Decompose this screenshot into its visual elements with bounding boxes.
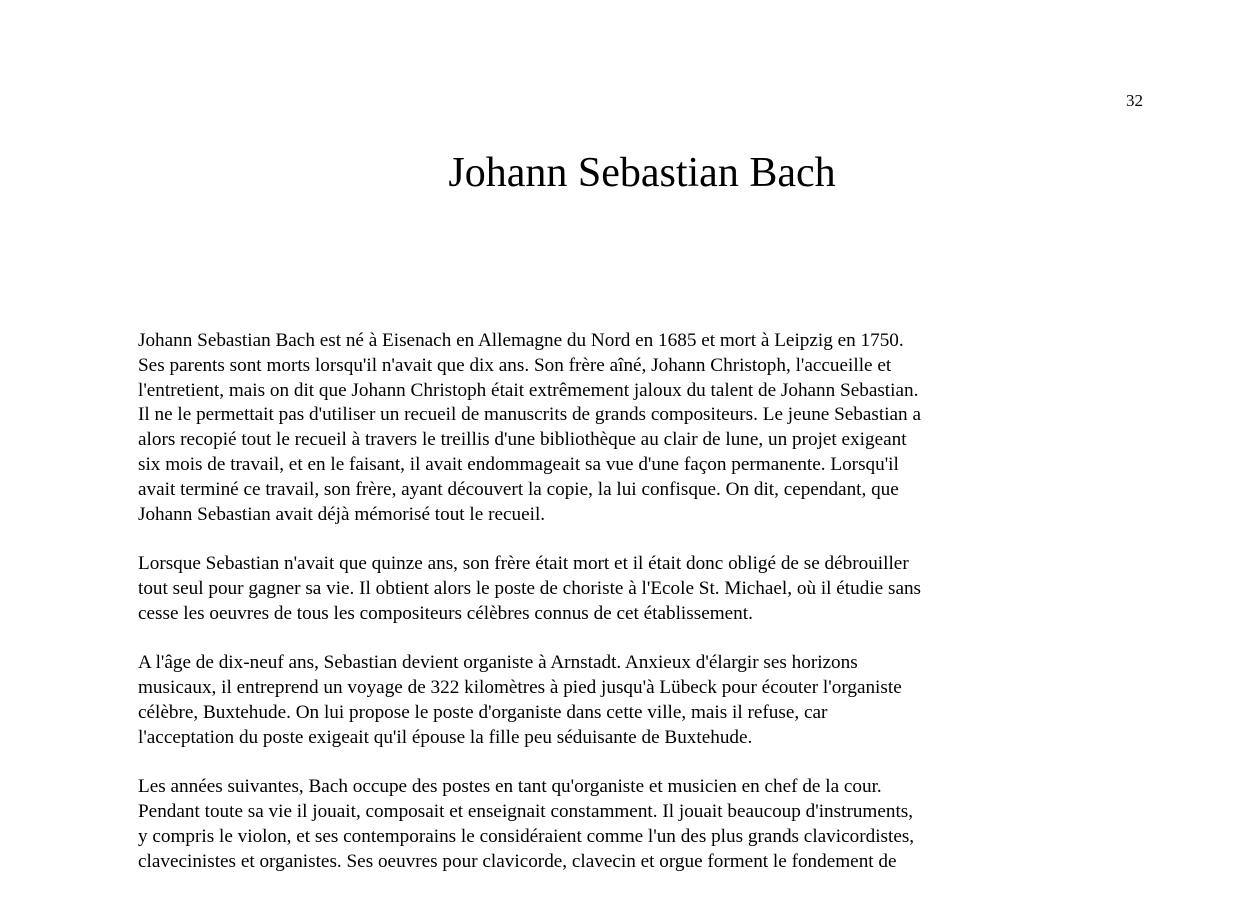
text-line: Ses parents sont morts lorsqu'il n'avait que dix ans. Son frère aîné, Johann Christoph, l'accueille et xyxy=(138,354,892,376)
paragraph-youth xyxy=(138,552,1018,626)
text-line: alors recopié tout le recueil à travers le treillis d'une bibliothèque au clair de lune, un projet exigeant xyxy=(138,429,907,451)
text-line: y compris le violon, et ses contemporains le considéraient comme l'un des plus grands clavicordistes, xyxy=(138,825,915,847)
text-line: Lorsque Sebastian n'avait que quinze ans, son frère était mort et il était donc obligé de se débrouiller xyxy=(138,553,909,575)
text-line: Johann Sebastian Bach est né à Eisenach en Allemagne du Nord en 1685 et mort à Leipzig en 1750. xyxy=(138,330,904,351)
body-text xyxy=(138,329,1018,899)
text-line: clavecinistes et organistes. Ses oeuvres pour clavicorde, clavecin et orgue forment le fondement de xyxy=(138,850,897,872)
text-line: Les années suivantes, Bach occupe des postes en tant qu'organiste et musicien en chef de la cour. xyxy=(138,776,882,798)
page-number: 32 xyxy=(1126,91,1143,110)
paragraph-arnstadt xyxy=(138,651,1018,750)
text-line: six mois de travail, et en le faisant, il avait endommageait sa vue d'une façon permanente. Lorsqu'il xyxy=(138,453,899,475)
text-line: l'entretient, mais on dit que Johann Christoph était extrêmement jaloux du talent de Johann Sebastian. xyxy=(138,379,919,401)
text-line: avait terminé ce travail, son frère, ayant découvert la copie, la lui confisque. On dit, cependant, que xyxy=(138,478,899,500)
page-title: Johann Sebastian Bach xyxy=(448,150,836,196)
paragraph-childhood xyxy=(138,329,1018,527)
text-line: A l'âge de dix-neuf ans, Sebastian devient organiste à Arnstadt. Anxieux d'élargir ses horizons xyxy=(138,652,858,674)
text-line: musicaux, il entreprend un voyage de 322 kilomètres à pied jusqu'à Lübeck pour écouter l'organiste xyxy=(138,677,902,699)
text-line: Il ne le permettait pas d'utiliser un recueil de manuscrits de grands compositeurs. Le jeune Sebastian a xyxy=(138,404,921,426)
paragraph-career xyxy=(138,775,1018,874)
text-line: Johann Sebastian avait déjà mémorisé tout le recueil. xyxy=(138,503,546,525)
text-line: tout seul pour gagner sa vie. Il obtient alors le poste de choriste à l'Ecole St. Michael, où il étudie sans xyxy=(138,577,922,599)
text-line: Pendant toute sa vie il jouait, composait et enseignait constamment. Il jouait beaucoup d'instruments, xyxy=(138,801,914,823)
text-line: cesse les oeuvres de tous les compositeurs célèbres connus de cet établissement. xyxy=(138,602,753,624)
text-line: l'acceptation du poste exigeait qu'il épouse la fille peu séduisante de Buxtehude. xyxy=(138,726,753,748)
text-line: célèbre, Buxtehude. On lui propose le poste d'organiste dans cette ville, mais il refuse, car xyxy=(138,701,828,723)
